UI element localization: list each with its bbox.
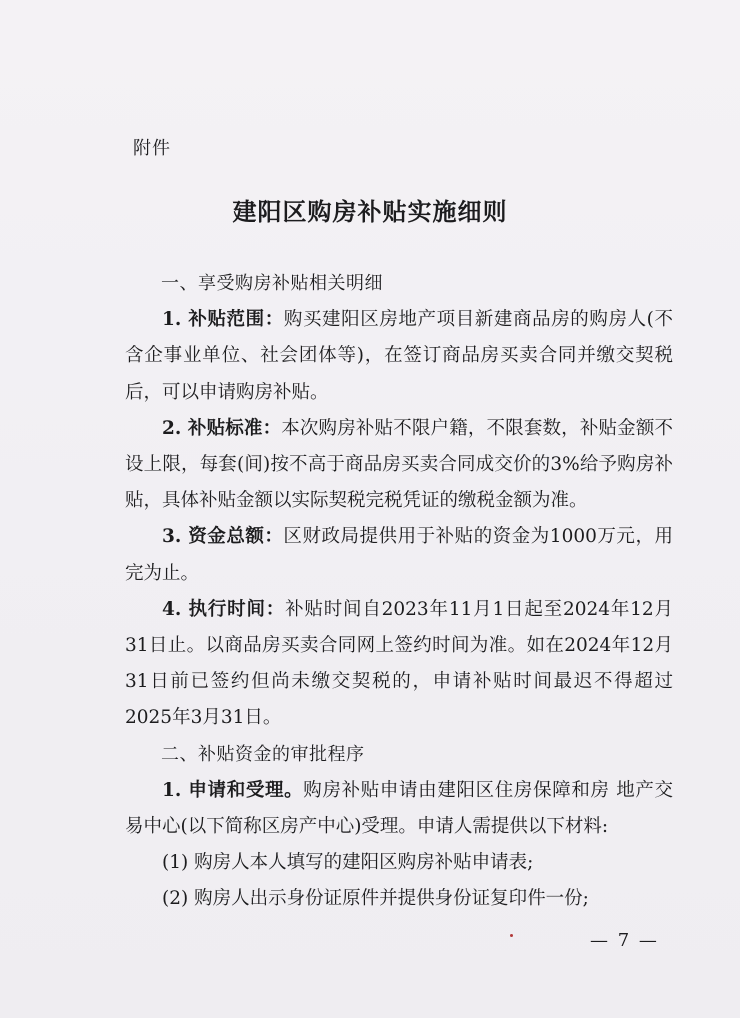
paragraph-label: 1. 补贴范围： — [162, 309, 284, 331]
paragraph-label: 1. 申请和受理。 — [162, 779, 304, 801]
paragraph-text: 区财政局提供用于补贴的资金为1000万元，用完为止。 — [125, 526, 673, 584]
application-paragraph — [125, 773, 673, 845]
page-number: — 7 — — [590, 930, 659, 951]
paragraph-text: 购房补贴申请由建阳区住房保障和房 地产交易中心(以下简称区房产中心)受理。申请人需提供以下材料: — [125, 779, 673, 838]
material-item-1: (1) 购房人本人填写的建阳区购房补贴申请表; — [162, 852, 534, 874]
attachment-label: 附件 — [133, 138, 171, 159]
subsidy-scope-paragraph — [125, 302, 673, 411]
document-body — [125, 266, 673, 918]
execution-time-paragraph — [125, 592, 673, 737]
subsidy-standard-paragraph — [125, 411, 673, 520]
document-title: 建阳区购房补贴实施细则 — [232, 198, 508, 226]
section-heading-2: 二、补贴资金的审批程序 — [161, 743, 365, 765]
paragraph-text: 本次购房补贴不限户籍，不限套数，补贴金额不设上限，每套(间)按不高于商品房买卖合同成交价的3%给予购房补贴，具体补贴金额以实际契税完税凭证的缴税金额为准。 — [125, 417, 673, 512]
section-heading-1: 一、享受购房补贴相关明细 — [161, 273, 383, 294]
paragraph-label: 3. 资金总额： — [162, 526, 284, 548]
paragraph-text: 购买建阳区房地产项目新建商品房的购房人(不含企事业单位、社会团体等)，在签订商品房买卖合同并缴交契税后，可以申请购房补贴。 — [125, 309, 673, 403]
paragraph-label: 2. 补贴标准： — [162, 417, 282, 439]
material-item-2: (2) 购房人出示身份证原件并提供身份证复印件一份; — [162, 888, 589, 910]
fund-total-paragraph — [125, 519, 673, 591]
paragraph-text: 补贴时间自2023年11月1日起至2024年12月31日止。以商品房买卖合同网上签约时间为准。如在2024年12月31日前已签约但尚未缴交契税的，申请补贴时间最迟不得超过2025年3月31日。 — [125, 598, 673, 729]
red-mark-dot — [510, 934, 513, 937]
paragraph-label: 4. 执行时间： — [162, 598, 286, 620]
